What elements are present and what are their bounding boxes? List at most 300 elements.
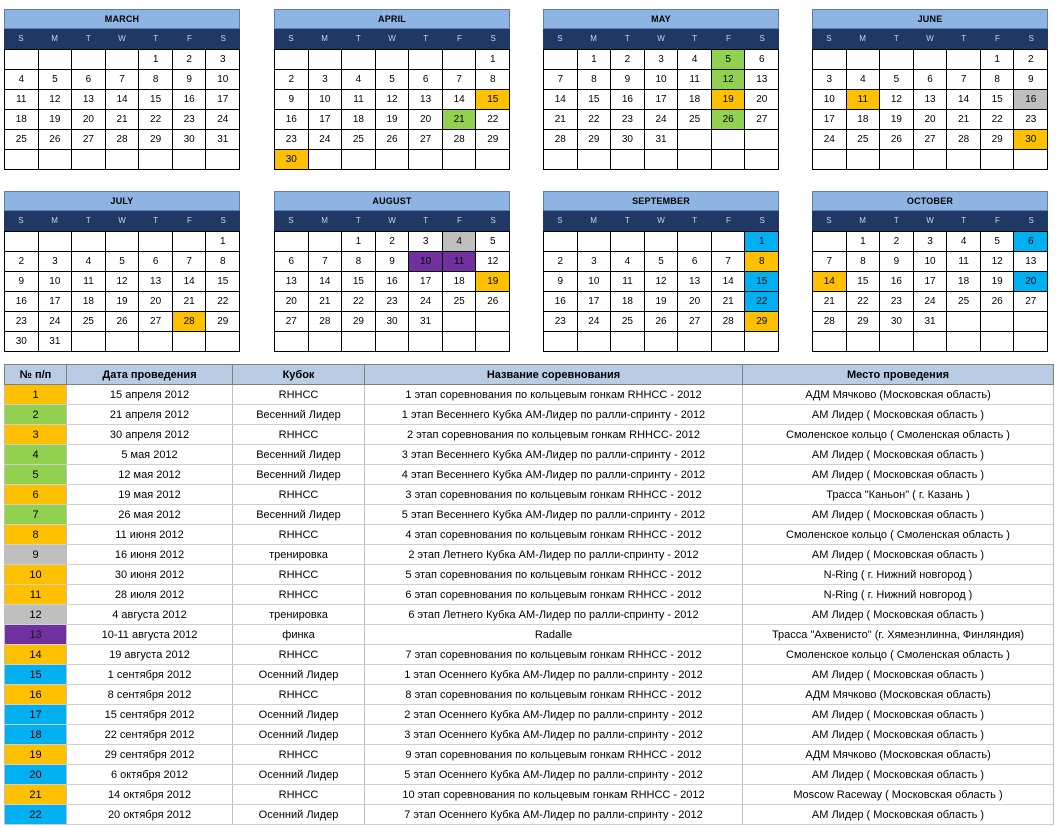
day-cell: 4	[947, 232, 981, 252]
weekday-label: F	[457, 216, 462, 225]
day-cell	[981, 150, 1015, 170]
day-cell	[173, 150, 207, 170]
day-cell: 21	[712, 292, 746, 312]
day-cell: 1	[139, 50, 173, 70]
day-cell: 21	[106, 110, 140, 130]
day-cell	[443, 332, 477, 352]
weekday-label: T	[153, 34, 159, 43]
month-days-grid	[543, 49, 779, 170]
day-cell: 23	[544, 312, 578, 332]
week-row	[544, 90, 779, 110]
day-cell: 19	[39, 110, 73, 130]
day-cell	[880, 150, 914, 170]
weekday-label: S	[759, 216, 765, 225]
row-place: Смоленское кольцо ( Смоленская область )	[743, 425, 1054, 445]
row-date: 30 апреля 2012	[67, 425, 233, 445]
day-cell: 2	[880, 232, 914, 252]
day-cell: 17	[813, 110, 847, 130]
day-cell: 10	[39, 272, 73, 292]
day-cell: 29	[476, 130, 510, 150]
weekday-label: F	[726, 34, 731, 43]
table-row	[5, 785, 1054, 805]
day-cell	[1014, 312, 1048, 332]
week-row	[275, 332, 510, 352]
day-cell: 17	[578, 292, 612, 312]
week-row	[275, 150, 510, 170]
row-place: АМ Лидер ( Московская область )	[743, 665, 1054, 685]
month-days-grid	[4, 231, 240, 352]
day-cell	[409, 332, 443, 352]
day-cell: 15	[578, 90, 612, 110]
day-cell	[712, 130, 746, 150]
day-cell: 15	[139, 90, 173, 110]
row-cup: Осенний Лидер	[233, 805, 365, 825]
day-cell	[476, 312, 510, 332]
weekday-label: F	[995, 216, 1000, 225]
day-cell: 30	[376, 312, 410, 332]
weekday-label: S	[18, 216, 24, 225]
day-cell	[106, 332, 140, 352]
day-cell: 10	[409, 252, 443, 272]
day-cell	[645, 332, 679, 352]
day-cell	[712, 150, 746, 170]
day-cell: 5	[880, 70, 914, 90]
month-may	[543, 9, 779, 170]
day-cell: 9	[376, 252, 410, 272]
day-cell: 9	[275, 90, 309, 110]
day-cell	[813, 150, 847, 170]
day-cell: 4	[443, 232, 477, 252]
week-row	[544, 312, 779, 332]
weekday-label: F	[726, 216, 731, 225]
row-date: 20 октября 2012	[67, 805, 233, 825]
day-cell: 17	[206, 90, 240, 110]
row-date: 16 июня 2012	[67, 545, 233, 565]
weekday-label: S	[557, 216, 563, 225]
day-cell: 25	[611, 312, 645, 332]
day-cell: 6	[409, 70, 443, 90]
day-cell: 19	[880, 110, 914, 130]
week-row	[544, 272, 779, 292]
day-cell	[611, 332, 645, 352]
row-number: 8	[5, 525, 67, 545]
row-place: Смоленское кольцо ( Смоленская область )	[743, 525, 1054, 545]
week-row	[813, 90, 1048, 110]
row-number: 16	[5, 685, 67, 705]
row-name: 4 этап Весеннего Кубка АМ-Лидер по ралли-спринту - 2012	[365, 465, 743, 485]
week-row	[813, 272, 1048, 292]
row-name: 2 этап Летнего Кубка АМ-Лидер по ралли-спринту - 2012	[365, 545, 743, 565]
weekday-label: F	[187, 34, 192, 43]
row-number: 2	[5, 405, 67, 425]
day-cell: 6	[678, 252, 712, 272]
month-days-grid	[274, 49, 510, 170]
row-number: 5	[5, 465, 67, 485]
day-cell: 1	[981, 50, 1015, 70]
table-row	[5, 625, 1054, 645]
day-cell: 25	[678, 110, 712, 130]
day-cell: 31	[206, 130, 240, 150]
day-cell: 2	[376, 232, 410, 252]
day-cell	[813, 332, 847, 352]
day-cell	[72, 232, 106, 252]
weekday-header	[812, 211, 1048, 231]
row-number: 14	[5, 645, 67, 665]
day-cell: 26	[645, 312, 679, 332]
day-cell: 8	[139, 70, 173, 90]
table-row	[5, 765, 1054, 785]
day-cell	[309, 232, 343, 252]
day-cell: 24	[645, 110, 679, 130]
row-number: 4	[5, 445, 67, 465]
day-cell: 5	[106, 252, 140, 272]
day-cell: 14	[106, 90, 140, 110]
day-cell: 9	[544, 272, 578, 292]
week-row	[275, 70, 510, 90]
month-title: APRIL	[274, 9, 510, 29]
month-july	[4, 191, 240, 352]
day-cell: 11	[947, 252, 981, 272]
weekday-label: W	[118, 216, 126, 225]
row-place: АМ Лидер ( Московская область )	[743, 605, 1054, 625]
day-cell: 5	[376, 70, 410, 90]
day-cell	[880, 50, 914, 70]
row-name: 1 этап Осеннего Кубка АМ-Лидер по ралли-спринту - 2012	[365, 665, 743, 685]
row-place: Moscow Raceway ( Московская область )	[743, 785, 1054, 805]
day-cell	[139, 232, 173, 252]
day-cell: 28	[712, 312, 746, 332]
day-cell: 12	[712, 70, 746, 90]
row-name: 5 этап Осеннего Кубка АМ-Лидер по ралли-спринту - 2012	[365, 765, 743, 785]
day-cell: 8	[206, 252, 240, 272]
day-cell: 24	[39, 312, 73, 332]
month-title: JUNE	[812, 9, 1048, 29]
day-cell: 22	[139, 110, 173, 130]
day-cell: 19	[376, 110, 410, 130]
weekday-label: M	[859, 216, 866, 225]
day-cell: 9	[611, 70, 645, 90]
day-cell: 20	[409, 110, 443, 130]
day-cell	[712, 232, 746, 252]
month-june	[812, 9, 1048, 170]
day-cell: 24	[409, 292, 443, 312]
row-cup: тренировка	[233, 605, 365, 625]
day-cell: 22	[745, 292, 779, 312]
row-date: 15 сентября 2012	[67, 705, 233, 725]
row-place: АМ Лидер ( Московская область )	[743, 465, 1054, 485]
row-number: 7	[5, 505, 67, 525]
day-cell: 6	[1014, 232, 1048, 252]
day-cell: 16	[275, 110, 309, 130]
day-cell: 24	[813, 130, 847, 150]
week-row	[5, 90, 240, 110]
week-row	[813, 130, 1048, 150]
day-cell: 22	[578, 110, 612, 130]
day-cell: 22	[847, 292, 881, 312]
row-number: 21	[5, 785, 67, 805]
week-row	[544, 332, 779, 352]
day-cell: 25	[443, 292, 477, 312]
day-cell	[914, 150, 948, 170]
weekday-label: W	[926, 34, 934, 43]
day-cell: 18	[678, 90, 712, 110]
weekday-label: S	[759, 34, 765, 43]
weekday-label: S	[557, 34, 563, 43]
day-cell: 4	[5, 70, 39, 90]
day-cell: 18	[947, 272, 981, 292]
day-cell: 14	[712, 272, 746, 292]
day-cell: 11	[847, 90, 881, 110]
row-number: 10	[5, 565, 67, 585]
day-cell	[72, 150, 106, 170]
month-title: AUGUST	[274, 191, 510, 211]
day-cell: 27	[1014, 292, 1048, 312]
row-number: 22	[5, 805, 67, 825]
row-place: Трасса "Ахвенисто" (г. Хямеэнлинна, Финляндия)	[743, 625, 1054, 645]
day-cell	[5, 232, 39, 252]
day-cell: 14	[443, 90, 477, 110]
day-cell	[745, 130, 779, 150]
row-name: 3 этап соревнования по кольцевым гонкам RHHCC - 2012	[365, 485, 743, 505]
day-cell	[409, 150, 443, 170]
weekday-label: T	[961, 216, 967, 225]
day-cell: 17	[645, 90, 679, 110]
row-cup: Осенний Лидер	[233, 665, 365, 685]
day-cell: 16	[611, 90, 645, 110]
day-cell: 19	[981, 272, 1015, 292]
day-cell: 7	[309, 252, 343, 272]
row-place: АМ Лидер ( Московская область )	[743, 705, 1054, 725]
header-cup: Кубок	[233, 365, 365, 385]
table-row	[5, 425, 1054, 445]
day-cell: 10	[309, 90, 343, 110]
day-cell: 30	[1014, 130, 1048, 150]
row-place: N-Ring ( г. Нижний новгород )	[743, 565, 1054, 585]
day-cell	[309, 50, 343, 70]
day-cell: 29	[578, 130, 612, 150]
header-number: № п/п	[5, 365, 67, 385]
weekday-label: S	[220, 216, 226, 225]
day-cell	[206, 332, 240, 352]
week-row	[275, 90, 510, 110]
day-cell: 2	[173, 50, 207, 70]
row-place: N-Ring ( г. Нижний новгород )	[743, 585, 1054, 605]
weekday-label: T	[85, 216, 91, 225]
week-row	[813, 332, 1048, 352]
day-cell: 14	[309, 272, 343, 292]
day-cell	[139, 332, 173, 352]
day-cell: 15	[476, 90, 510, 110]
day-cell: 26	[39, 130, 73, 150]
day-cell: 26	[880, 130, 914, 150]
weekday-label: T	[355, 34, 361, 43]
week-row	[5, 272, 240, 292]
header-date: Дата проведения	[67, 365, 233, 385]
day-cell: 12	[376, 90, 410, 110]
day-cell: 15	[342, 272, 376, 292]
day-cell: 21	[173, 292, 207, 312]
day-cell: 27	[275, 312, 309, 332]
row-date: 19 августа 2012	[67, 645, 233, 665]
day-cell: 16	[544, 292, 578, 312]
day-cell	[275, 332, 309, 352]
week-row	[5, 292, 240, 312]
day-cell	[678, 332, 712, 352]
week-row	[5, 110, 240, 130]
row-name: 9 этап соревнования по кольцевым гонкам RHHCC - 2012	[365, 745, 743, 765]
day-cell	[678, 232, 712, 252]
day-cell	[5, 150, 39, 170]
weekday-label: W	[657, 34, 665, 43]
day-cell: 10	[206, 70, 240, 90]
weekday-label: S	[826, 34, 832, 43]
week-row	[275, 50, 510, 70]
day-cell: 19	[712, 90, 746, 110]
week-row	[275, 110, 510, 130]
weekday-header	[274, 211, 510, 231]
day-cell: 23	[173, 110, 207, 130]
day-cell: 23	[5, 312, 39, 332]
month-september	[543, 191, 779, 352]
month-title: MARCH	[4, 9, 240, 29]
table-row	[5, 485, 1054, 505]
week-row	[544, 130, 779, 150]
day-cell: 29	[847, 312, 881, 332]
row-date: 15 апреля 2012	[67, 385, 233, 405]
day-cell: 28	[309, 312, 343, 332]
row-name: 2 этап Осеннего Кубка АМ-Лидер по ралли-спринту - 2012	[365, 705, 743, 725]
weekday-label: S	[288, 34, 294, 43]
week-row	[275, 272, 510, 292]
day-cell: 20	[275, 292, 309, 312]
week-row	[275, 292, 510, 312]
day-cell	[139, 150, 173, 170]
weekday-label: T	[423, 34, 429, 43]
weekday-label: M	[321, 34, 328, 43]
day-cell: 23	[611, 110, 645, 130]
day-cell: 6	[745, 50, 779, 70]
table-row	[5, 685, 1054, 705]
row-cup: финка	[233, 625, 365, 645]
day-cell	[476, 332, 510, 352]
day-cell: 23	[1014, 110, 1048, 130]
week-row	[5, 252, 240, 272]
weekday-label: T	[355, 216, 361, 225]
day-cell: 12	[981, 252, 1015, 272]
day-cell: 10	[578, 272, 612, 292]
row-number: 3	[5, 425, 67, 445]
row-number: 9	[5, 545, 67, 565]
table-row	[5, 745, 1054, 765]
day-cell: 13	[1014, 252, 1048, 272]
day-cell	[376, 332, 410, 352]
week-row	[813, 232, 1048, 252]
day-cell: 29	[206, 312, 240, 332]
table-row	[5, 505, 1054, 525]
weekday-label: S	[220, 34, 226, 43]
day-cell: 14	[544, 90, 578, 110]
day-cell: 11	[443, 252, 477, 272]
day-cell: 7	[947, 70, 981, 90]
day-cell: 7	[813, 252, 847, 272]
day-cell	[106, 50, 140, 70]
day-cell: 7	[173, 252, 207, 272]
table-header-row	[5, 365, 1054, 385]
row-place: АМ Лидер ( Московская область )	[743, 505, 1054, 525]
day-cell: 9	[880, 252, 914, 272]
day-cell: 22	[981, 110, 1015, 130]
day-cell: 2	[544, 252, 578, 272]
day-cell	[443, 150, 477, 170]
day-cell: 21	[544, 110, 578, 130]
row-place: АМ Лидер ( Московская область )	[743, 765, 1054, 785]
day-cell	[813, 50, 847, 70]
table-row	[5, 645, 1054, 665]
row-number: 12	[5, 605, 67, 625]
day-cell: 2	[611, 50, 645, 70]
day-cell	[443, 50, 477, 70]
day-cell	[847, 332, 881, 352]
day-cell: 12	[476, 252, 510, 272]
day-cell: 6	[72, 70, 106, 90]
day-cell: 11	[72, 272, 106, 292]
weekday-header	[812, 29, 1048, 49]
day-cell	[712, 332, 746, 352]
day-cell: 24	[309, 130, 343, 150]
day-cell: 27	[72, 130, 106, 150]
day-cell: 31	[39, 332, 73, 352]
day-cell: 1	[206, 232, 240, 252]
month-days-grid	[543, 231, 779, 352]
weekday-label: S	[490, 216, 496, 225]
week-row	[544, 292, 779, 312]
day-cell: 7	[443, 70, 477, 90]
day-cell: 9	[1014, 70, 1048, 90]
row-date: 26 мая 2012	[67, 505, 233, 525]
table-row	[5, 805, 1054, 825]
events-table	[4, 364, 1054, 825]
day-cell: 7	[106, 70, 140, 90]
row-number: 17	[5, 705, 67, 725]
day-cell: 6	[139, 252, 173, 272]
weekday-header	[4, 211, 240, 231]
weekday-label: S	[18, 34, 24, 43]
day-cell: 7	[712, 252, 746, 272]
day-cell: 20	[139, 292, 173, 312]
row-cup: RHHCC	[233, 485, 365, 505]
month-title: JULY	[4, 191, 240, 211]
day-cell	[678, 130, 712, 150]
day-cell: 11	[342, 90, 376, 110]
day-cell: 23	[275, 130, 309, 150]
day-cell: 16	[173, 90, 207, 110]
weekday-label: T	[423, 216, 429, 225]
week-row	[813, 292, 1048, 312]
day-cell: 28	[947, 130, 981, 150]
row-place: Трасса "Каньон" ( г. Казань )	[743, 485, 1054, 505]
row-number: 1	[5, 385, 67, 405]
weekday-label: M	[51, 216, 58, 225]
weekday-label: S	[288, 216, 294, 225]
row-number: 13	[5, 625, 67, 645]
row-date: 30 июня 2012	[67, 565, 233, 585]
row-place: АМ Лидер ( Московская область )	[743, 445, 1054, 465]
table-row	[5, 385, 1054, 405]
row-place: Смоленское кольцо ( Смоленская область )	[743, 645, 1054, 665]
row-date: 14 октября 2012	[67, 785, 233, 805]
weekday-label: M	[321, 216, 328, 225]
day-cell: 21	[443, 110, 477, 130]
